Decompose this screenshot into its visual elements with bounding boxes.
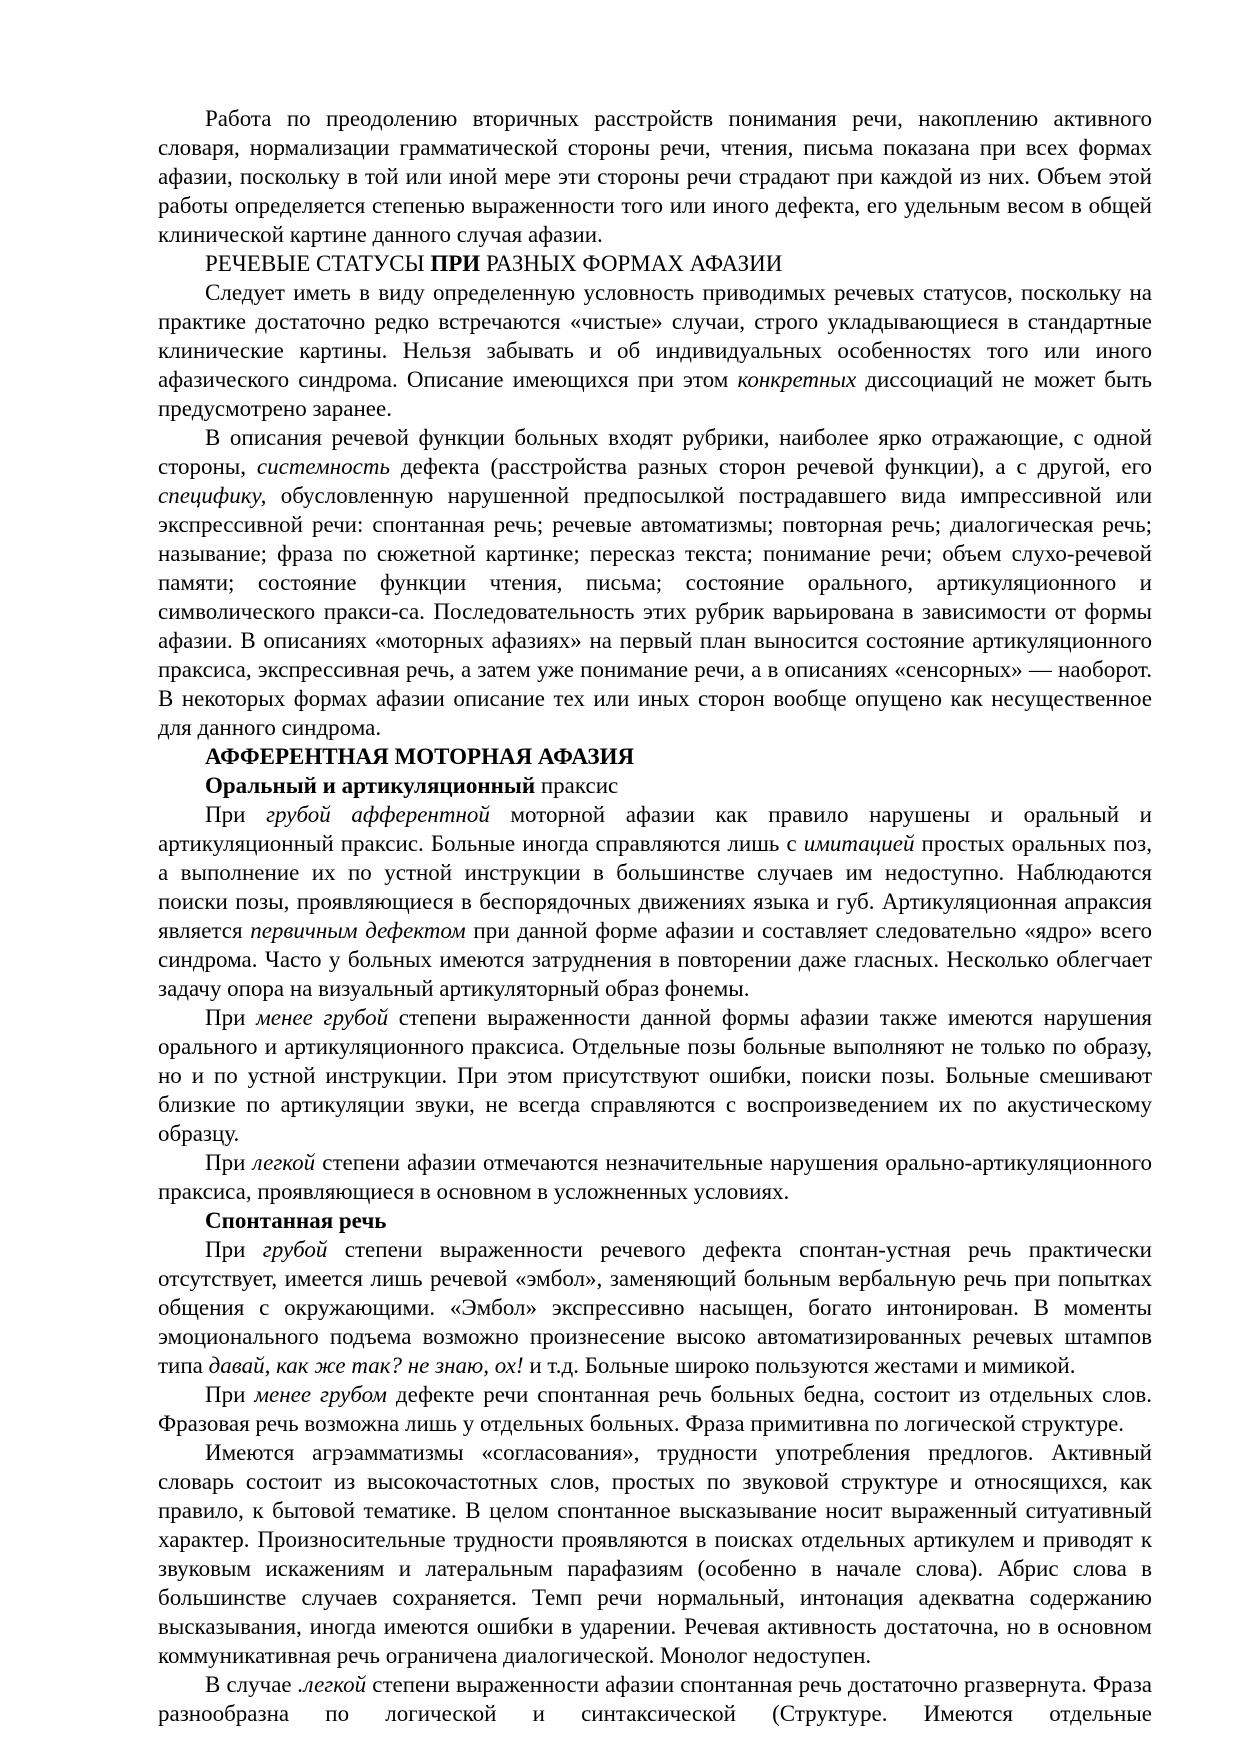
paragraph [158,800,1152,1003]
text-run: степени афазии отмечаются незначительные нарушения орально-артикуляционного праксиса, проявляющиеся в основном в усложненных условиях. [158,1150,1153,1204]
text-run: В описания речевой функции больных входят рубрики, наиболее ярко отражающие, с одной стороны, [158,425,1152,479]
document-body [158,104,1152,1728]
heading [158,1206,1152,1235]
paragraph [158,1148,1152,1206]
paragraph [158,1380,1152,1438]
text-run: дефекта (расстройства разных сторон речевой функции), а с другой, его [389,454,1152,479]
text-run: при данной форме афазии и составляет следовательно «ядро» всего синдрома. Часто у больных имеются затруднения в повторении даже гласных. Несколько облегчает задачу опора на визуальный артикуляторный образ фонемы. [158,918,1152,1001]
text-run: При [205,802,267,827]
text-run: При [205,1382,255,1407]
paragraph [158,1670,1152,1728]
text-run: грубой афферентной [266,802,490,827]
text-run: грубой [262,1237,328,1262]
text-run: менее грубой [256,1005,389,1030]
text-run: первичным дефектом [250,918,466,943]
text-run: праксис [535,773,619,798]
text-run: моторной афазии как правило нарушены и оральный и артикуляционный праксис. Больные иногда справляются лишь с [158,802,1152,856]
paragraph [158,1438,1152,1670]
text-run: и т.д. Больные широко пользуются жестами и мимикой. [523,1353,1076,1378]
text-run: дефекте речи спонтанная речь больных бедна, состоит из отдельных слов. Фразовая речь возможна лишь у отдельных больных. Фраза примитивна по логической структуре. [158,1382,1152,1436]
paragraph [158,278,1152,423]
paragraph [158,1235,1152,1380]
text-run: Работа по преодолению вторичных расстройств понимания речи, накоплению активного словаря, нормализации грамматической стороны речи, чтения, письма показана при всех формах афазии, поскольку в той или иной мере эти стороны речи страдают при каждой из них. Объем этой работы определяется степенью выраженности того или иного дефекта, его удельным весом в общей клинической картине данного случая афазии. [158,106,1152,247]
text-run: РАЗНЫХ ФОРМАХ АФАЗИИ [480,251,783,276]
heading [158,249,1152,278]
text-run: РЕЧЕВЫЕ СТАТУСЫ [205,251,431,276]
text-run: специфику, [158,483,267,508]
text-run: При [205,1005,257,1030]
text-run: Спонтанная речь [205,1208,387,1233]
text-run: Оральный и артикуляционный [205,773,536,798]
text-run: Следует иметь в виду определенную условность приводимых речевых статусов, поскольку на практике достаточно редко встречаются «чистые» случаи, строго укладывающиеся в стандартные клинические картины. Нельзя забывать и об индивидуальных особенностях того или иного афазического синдрома. Описание имеющихся при этом [158,280,1152,392]
heading [158,771,1152,800]
text-run: обусловленную нарушенной предпосылкой пострадавшего вида импрессивной или экспрессивной речи: спонтанная речь; речевые автоматизмы; повторная речь; диалогическая речь; называние; фраза по сюжетной картинке; пересказ текста; понимание речи; объем слухо-речевой памяти; состояние функции чтения, письма; состояние орального, артикуляционного и символического пракси-са. Последовательность этих рубрик варьирована в зависимости от формы афазии. В описаниях «моторных афазиях» на первый план выносится состояние артикуляционного праксиса, экспрессивная речь, а затем уже понимание речи, а в описаниях «сенсорных» — наоборот. В некоторых формах афазии описание тех или иных сторон вообще опущено как несущественное для данного синдрома. [158,483,1152,740]
heading [158,742,1152,771]
paragraph [158,1003,1152,1148]
text-run: .легкой [297,1672,367,1697]
text-run: системность [256,454,390,479]
text-run: легкой [252,1150,316,1175]
text-run: степени выраженности афазии спонтанная речь достаточно ргазвернута. Фраза разнообразна по логической и синтаксической (Структуре. Имеются отдельные [158,1672,1152,1726]
text-run: диссоциаций не может быть предусмотрено заранее. [158,367,1152,421]
text-run: давай, как же так? не знаю, ох! [208,1353,524,1378]
paragraph [158,423,1152,742]
text-run: простых оральных поз, а выполнение их по устной инструкции в большинстве случаев им недоступно. Наблюдаются поиски позы, проявляющиеся в беспорядочных движениях языка и губ. Артикуляционная апраксия является [158,831,1152,943]
text-run: В случае [205,1672,298,1697]
paragraph [158,104,1152,249]
text-run: менее грубом [254,1382,387,1407]
text-run: При [205,1150,253,1175]
text-run: степени выраженности данной формы афазии также имеются нарушения орального и артикуляционного праксиса. Отдельные позы больные выполняют не только по образу, но и по устной инструкции. При этом присутствуют ошибки, поиски позы. Больные смешивают близкие по артикуляции звуки, не всегда справляются с воспроизведением их по акустическому образцу. [158,1005,1152,1146]
text-run: ПРИ [430,251,481,276]
text-run: конкретных [737,367,857,392]
text-run: При [205,1237,263,1262]
text-run: Имеются агрэамматизмы «согласования», трудности употребления предлогов. Активный словарь состоит из высокочастотных слов, простых по звуковой структуре и относящихся, как правило, к бытовой тематике. В целом спонтанное высказывание носит выраженный ситуативный характер. Произносительные трудности проявляются в поисках отдельных артикулем и приводят к звуковым искажениям и латеральным парафазиям (особенно в начале слова). Абрис слова в большинстве случаев сохраняется. Темп речи нормальный, интонация адекватна содержанию высказывания, иногда имеются ошибки в ударении. Речевая активность достаточна, но в основном коммуникативная речь ограничена диалогической. Монолог недоступен. [158,1440,1152,1668]
text-run: степени выраженности речевого дефекта спонтан-устная речь практически отсутствует, имеется лишь речевой «эмбол», заменяющий больным вербальную речь при попытках общения с окружающими. «Эмбол» экспрессивно насыщен, богато интонирован. В моменты эмоционального подъема возможно произнесение высоко автоматизированных речевых штампов типа [158,1237,1152,1378]
text-run: АФФЕРЕНТНАЯ МОТОРНАЯ АФАЗИЯ [205,744,635,769]
text-run: имитацией [803,831,915,856]
